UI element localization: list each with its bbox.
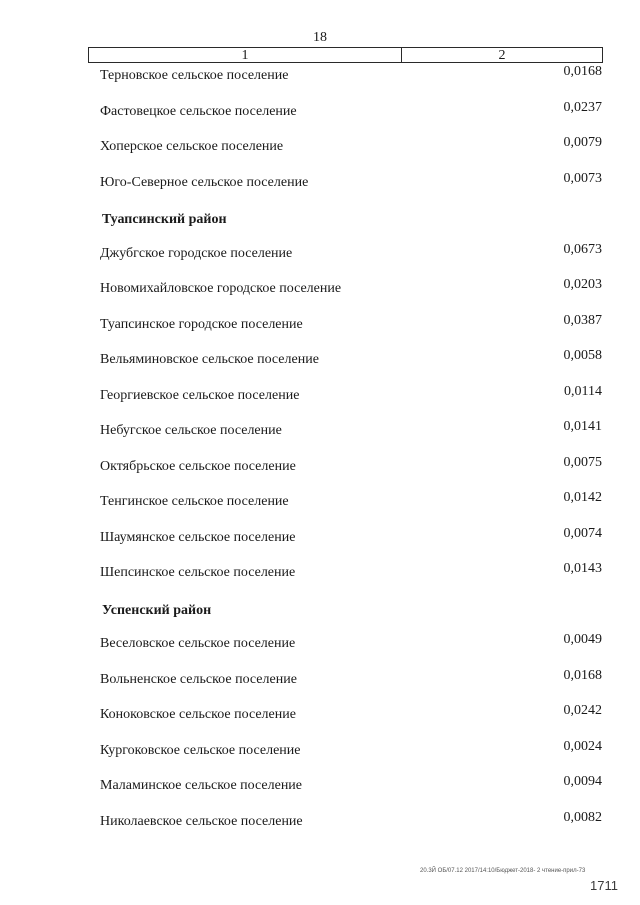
- settlement-name: Шаумянское сельское поселение: [100, 529, 296, 545]
- coefficient-value: 0,0114: [564, 383, 602, 399]
- table-row: [0, 242, 640, 278]
- table-row: [0, 490, 640, 526]
- coefficient-value: 0,0049: [563, 632, 602, 647]
- coefficient-value: 0,0094: [563, 774, 602, 789]
- settlement-name: Тенгинское сельское поселение: [100, 494, 289, 509]
- table-row: [0, 348, 640, 384]
- settlement-name: Вольненское сельское поселение: [100, 671, 297, 687]
- settlement-name: Терновское сельское поселение: [100, 68, 289, 83]
- table-row: [0, 739, 640, 775]
- coefficient-value: 0,0058: [563, 348, 602, 363]
- settlement-list: [0, 64, 640, 845]
- table-row: [0, 384, 640, 420]
- settlement-name: Коноковское сельское поселение: [100, 707, 296, 722]
- district-name: Туапсинский район: [102, 212, 227, 227]
- settlement-name: Туапсинское городское поселение: [100, 316, 303, 332]
- table-row: [0, 774, 640, 810]
- table-row: [0, 313, 640, 349]
- table-row: [0, 135, 640, 171]
- table-row: [0, 277, 640, 313]
- coefficient-value: 0,0203: [563, 277, 602, 292]
- table-row: [0, 668, 640, 704]
- table-row: [0, 632, 640, 668]
- coefficient-value: 0,0079: [563, 135, 602, 150]
- settlement-name: Джубгское городское поселение: [100, 245, 293, 261]
- district-heading-row: [0, 206, 640, 242]
- coefficient-value: 0,0141: [563, 419, 602, 434]
- settlement-name: Кургоковское сельское поселение: [100, 742, 301, 758]
- page-number: 18: [313, 30, 327, 45]
- coefficient-value: 0,0075: [563, 454, 602, 470]
- coefficient-value: 0,0168: [563, 64, 602, 79]
- settlement-name: Фастовецкое сельское поселение: [100, 103, 297, 119]
- coefficient-value: 0,0024: [563, 738, 602, 754]
- coefficient-value: 0,0073: [563, 170, 602, 186]
- coefficient-value: 0,0673: [563, 241, 602, 257]
- settlement-name: Новомихайловское городское поселение: [100, 281, 342, 296]
- table-row: [0, 455, 640, 491]
- coefficient-value: 0,0143: [563, 561, 602, 576]
- settlement-name: Веселовское сельское поселение: [100, 636, 296, 651]
- table-row: [0, 526, 640, 562]
- column-header-1: 1: [89, 48, 402, 62]
- district-name: Успенский район: [102, 602, 212, 618]
- settlement-name: Вельяминовское сельское поселение: [100, 352, 319, 367]
- table-row: [0, 810, 640, 846]
- coefficient-value: 0,0242: [563, 703, 602, 718]
- print-stamp: 20.3Й ОБ/07.12 2017/14:10/Бюджет-2018- 2 чтение-прил-73: [420, 868, 586, 874]
- coefficient-value: 0,0082: [563, 809, 602, 825]
- settlement-name: Шепсинское сельское поселение: [100, 565, 296, 580]
- table-row: [0, 419, 640, 455]
- table-row: [0, 171, 640, 207]
- coefficient-value: 0,0168: [563, 667, 602, 683]
- column-header-row: [88, 47, 603, 63]
- settlement-name: Небугское сельское поселение: [100, 423, 282, 438]
- coefficient-value: 0,0237: [563, 99, 602, 115]
- coefficient-value: 0,0142: [563, 490, 602, 505]
- settlement-name: Георгиевское сельское поселение: [100, 387, 300, 403]
- coefficient-value: 0,0074: [563, 525, 602, 541]
- district-heading-row: [0, 597, 640, 633]
- table-row: [0, 64, 640, 100]
- column-header-2: 2: [498, 48, 506, 63]
- table-row: [0, 703, 640, 739]
- settlement-name: Юго-Северное сельское поселение: [100, 174, 309, 190]
- coefficient-value: 0,0387: [563, 312, 602, 328]
- settlement-name: Октябрьское сельское поселение: [100, 458, 296, 474]
- sheet-number: 1711: [590, 878, 618, 893]
- settlement-name: Хоперское сельское поселение: [100, 139, 284, 154]
- settlement-name: Маламинское сельское поселение: [100, 778, 303, 793]
- table-row: [0, 561, 640, 597]
- table-row: [0, 100, 640, 136]
- settlement-name: Николаевское сельское поселение: [100, 813, 303, 829]
